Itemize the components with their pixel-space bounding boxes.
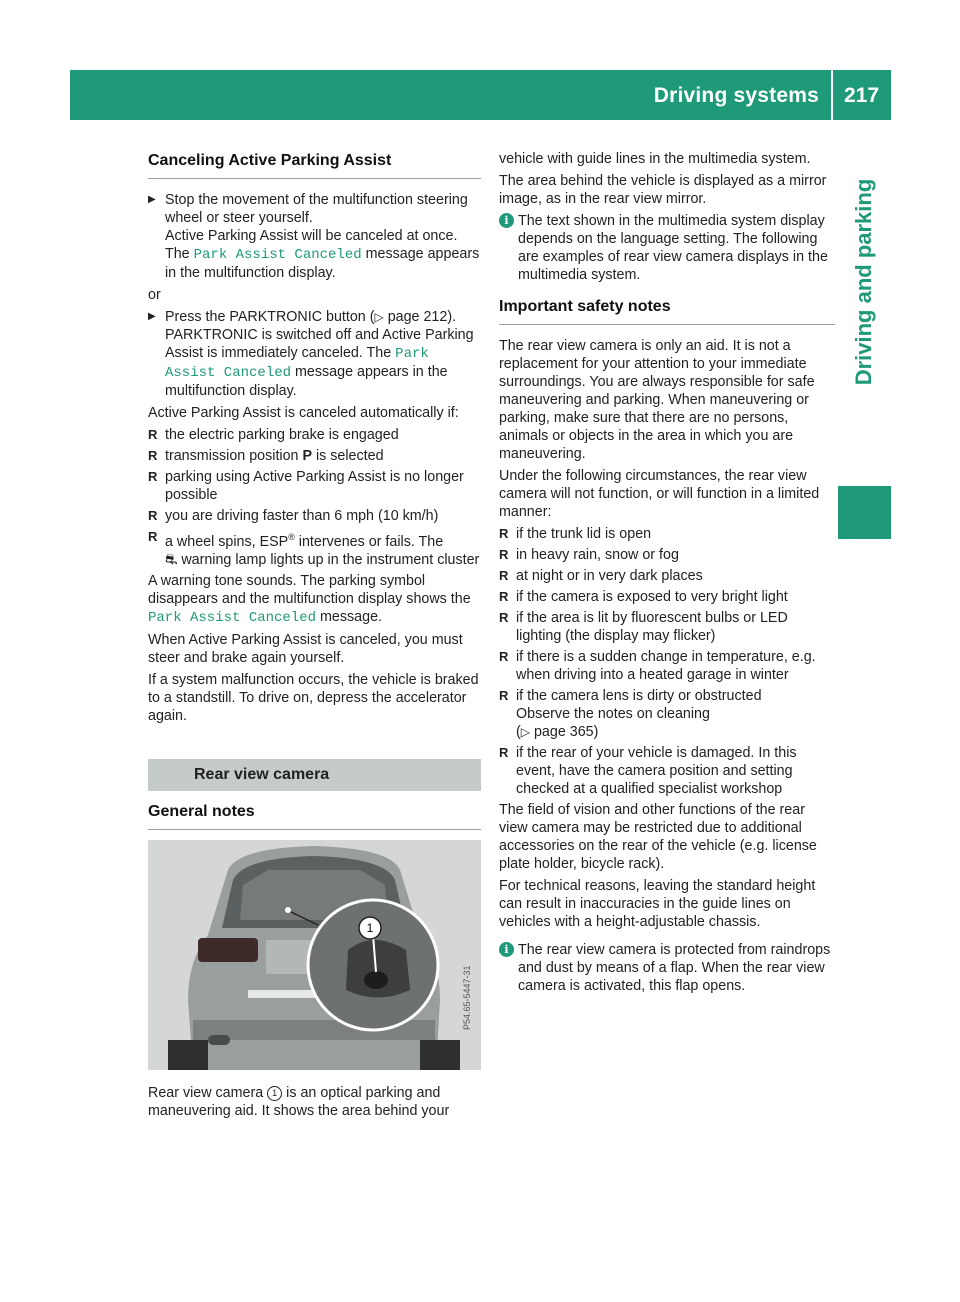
header-divider <box>831 70 833 120</box>
list-item: R if there is a sudden change in temperature, e.g. when driving into a heated garage in winter <box>499 648 835 684</box>
after-cancel-text: When Active Parking Assist is canceled, you must steer and brake again yourself. <box>148 631 463 666</box>
list-item: R a wheel spins, ESP® intervenes or fails. The ⛐ warning lamp lights up in the instrument cluster <box>148 528 481 569</box>
list-item: R if the trunk lid is open <box>499 525 835 543</box>
callout-number: 1 <box>267 1086 282 1101</box>
page-ref-icon: ▷ <box>374 310 384 324</box>
info-note: i The rear view camera is protected from raindrops and dust by means of a flap. When the rear view camera is activated, this flap opens. <box>499 941 835 995</box>
list-item: R if the area is lit by fluorescent bulbs or LED lighting (the display may flicker) <box>499 609 835 645</box>
list-item: R transmission position P is selected <box>148 447 481 465</box>
list-item: R the electric parking brake is engaged <box>148 426 481 444</box>
side-tab-marker <box>838 486 891 539</box>
left-column <box>148 150 481 1124</box>
display-message: Park Assist Canceled <box>193 247 362 263</box>
or-text: or <box>148 287 161 303</box>
safety-text: The rear view camera is only an aid. It is not a replacement for your attention to your immediate surroundings. You are always responsible for safe maneuvering and parking. When maneuvering or parking, make sure that there are no persons, animals or objects in the area in which you are maneuvering. <box>499 338 815 462</box>
right-column <box>499 150 835 999</box>
circumstances-intro: Under the following circumstances, the rear view camera will not function, or will function in a limited manner: <box>499 468 820 520</box>
rear-camera-figure <box>148 840 481 1070</box>
malfunction-text: If a system malfunction occurs, the vehicle is braked to a standstill. To drive on, depress the accelerator again. <box>148 671 479 724</box>
list-item: R if the camera lens is dirty or obstructed Observe the notes on cleaning (▷ page 365) <box>499 687 835 741</box>
section-title: Rear view camera <box>148 759 481 791</box>
cancel-heading: Canceling Active Parking Assist <box>148 150 481 179</box>
display-message: Park Assist Canceled <box>148 609 317 626</box>
list-item: R if the rear of your vehicle is damaged. In this event, have the camera position and setting checked at a qualified specialist workshop <box>499 744 835 798</box>
header-bar <box>70 70 891 120</box>
safety-heading: Important safety notes <box>499 296 835 325</box>
step-1: ▶ Stop the movement of the multifunction steering wheel or steer yourself. Active Parking Assist will be canceled at once. The Park Assist Canceled message appears in the multifunction display. <box>148 191 481 282</box>
step-2: ▶ Press the PARKTRONIC button (▷ page 212). PARKTRONIC is switched off and Active Parking Assist is immediately canceled. The Park Assist Canceled message appears in the multifunction display. <box>148 308 481 400</box>
vehicle-rear-illustration <box>148 840 481 1070</box>
continued-text: vehicle with guide lines in the multimedia system. <box>499 151 811 167</box>
figure-code: P54.65-5447-31 <box>462 965 472 1030</box>
display-message: Park Assist Canceled <box>165 346 429 381</box>
figure-callout: 1 <box>366 920 374 935</box>
general-notes-heading: General notes <box>148 801 481 830</box>
side-tab <box>838 122 891 442</box>
step-1-text: Stop the movement of the multifunction steering wheel or steer yourself. <box>165 192 468 226</box>
list-item: R at night or in very dark places <box>499 567 835 585</box>
page-ref-link[interactable]: page 365) <box>530 724 599 740</box>
header-title: Driving systems <box>653 84 819 107</box>
list-item: R if the camera is exposed to very bright light <box>499 588 835 606</box>
field-of-vision-text: The field of vision and other functions of the rear view camera may be restricted due to additional accessories on the rear of the vehicle (e.g. license plate holder, bicycle rack). <box>499 802 817 872</box>
list-item: R parking using Active Parking Assist is no longer possible <box>148 468 481 504</box>
page-ref-link[interactable]: page 212). <box>383 309 457 325</box>
info-icon: i <box>499 942 514 957</box>
list-item: R in heavy rain, snow or fog <box>499 546 835 564</box>
auto-cancel-intro: Active Parking Assist is canceled automatically if: <box>148 405 459 421</box>
list-item: R you are driving faster than 6 mph (10 km/h) <box>148 507 481 525</box>
warning-tone-text: A warning tone sounds. The parking symbol disappears and the multifunction display shows the Park Assist Canceled message. <box>148 572 471 626</box>
skid-warning-icon: ⛐ <box>165 551 178 568</box>
info-icon: i <box>499 213 514 228</box>
side-tab-label: Driving and parking <box>851 178 876 386</box>
mirror-text: The area behind the vehicle is displayed as a mirror image, as in the rear view mirror. <box>499 173 827 207</box>
technical-text: For technical reasons, leaving the standard height can result in inaccuracies in the guide lines on vehicles with a height-adjustable chassis. <box>499 878 816 930</box>
info-note: i The text shown in the multimedia system display depends on the language setting. The following are examples of rear view camera displays in the multimedia system. <box>499 212 835 284</box>
page-number: 217 <box>844 84 880 107</box>
figure-caption: Rear view camera 1 is an optical parking and maneuvering aid. It shows the area behind your <box>148 1084 450 1119</box>
page-ref-icon: ▷ <box>520 725 530 739</box>
